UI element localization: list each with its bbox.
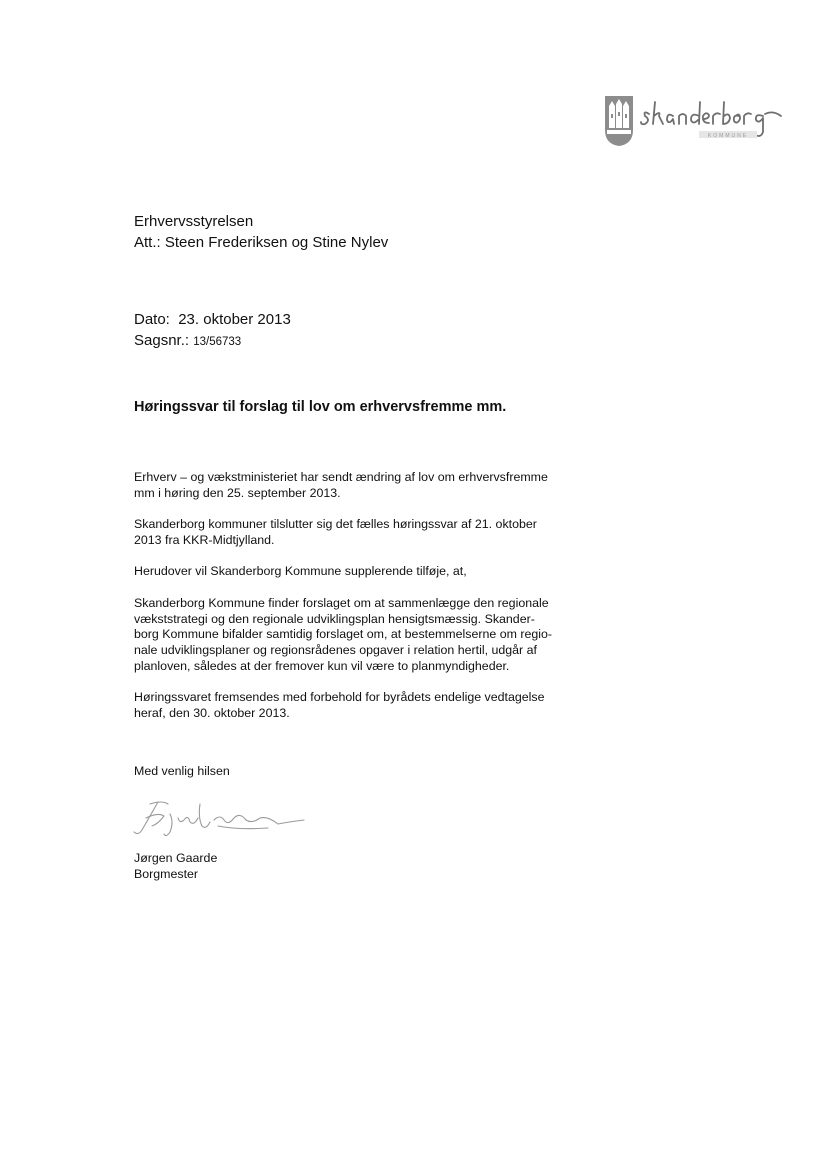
paragraph-line: planloven, således at der fremover kun vil være to planmyndigheder. [134,658,510,673]
paragraph-5 [134,690,604,722]
paragraph-line: Erhverv – og vækstministeriet har sendt ændring af lov om erhvervsfremme [134,470,548,484]
paragraph-2 [134,517,604,549]
letter-body [134,470,604,738]
recipient-attention: Att.: Steen Frederiksen og Stine Nylev [134,234,389,251]
closing-salutation: Med venlig hilsen [134,764,230,778]
paragraph-line: Skanderborg Kommune finder forslaget om at sammenlægge den regionale [134,595,549,610]
case-number-label: Sagsnr.: [134,332,190,349]
signer-block [134,851,217,883]
paragraph-line: Høringssvaret fremsendes med forbehold for byrådets endelige vedtagelse [134,690,545,705]
paragraph-line: vækststrategi og den regionale udviklingsplan hensigtsmæssig. Skander- [134,611,535,626]
skanderborg-wordmark [641,102,781,136]
logo-sub-text: KOMMUNE [707,133,749,139]
paragraph-line: mm i høring den 25. september 2013. [134,485,341,500]
skanderborg-logo [603,92,793,152]
paragraph-line: Herudover vil Skanderborg Kommune supplerende tilføje, at, [134,564,467,579]
shield-icon [605,96,633,146]
paragraph-line: nale udviklingsplaner og regionsrådenes opgaver i relation hertil, udgår af [134,643,537,658]
paragraph-line: borg Kommune bifalder samtidig forslaget om, at bestemmelserne om regio- [134,627,553,642]
paragraph-line: Skanderborg kommuner tilslutter sig det fælles høringssvar af 21. oktober [134,517,537,532]
date-label: Dato: [134,311,170,328]
paragraph-line: heraf, den 30. oktober 2013. [134,706,290,721]
handwritten-signature [128,796,328,844]
paragraph-line: 2013 fra KKR-Midtjylland. [134,532,275,547]
letter-subject: Høringssvar til forslag til lov om erhvervsfremme mm. [134,399,507,415]
meta-block [134,309,291,353]
recipient-block [134,211,388,253]
recipient-organisation: Erhvervsstyrelsen [134,213,254,230]
date-row [134,309,291,330]
date-value: 23. oktober 2013 [178,311,291,328]
signer-title: Borgmester [134,866,199,881]
paragraph-4 [134,596,604,675]
paragraph-3 [134,564,604,580]
case-number-row [134,330,291,353]
case-number-value: 13/56733 [193,336,242,348]
paragraph-1 [134,470,604,502]
signer-name: Jørgen Gaarde [134,851,218,865]
